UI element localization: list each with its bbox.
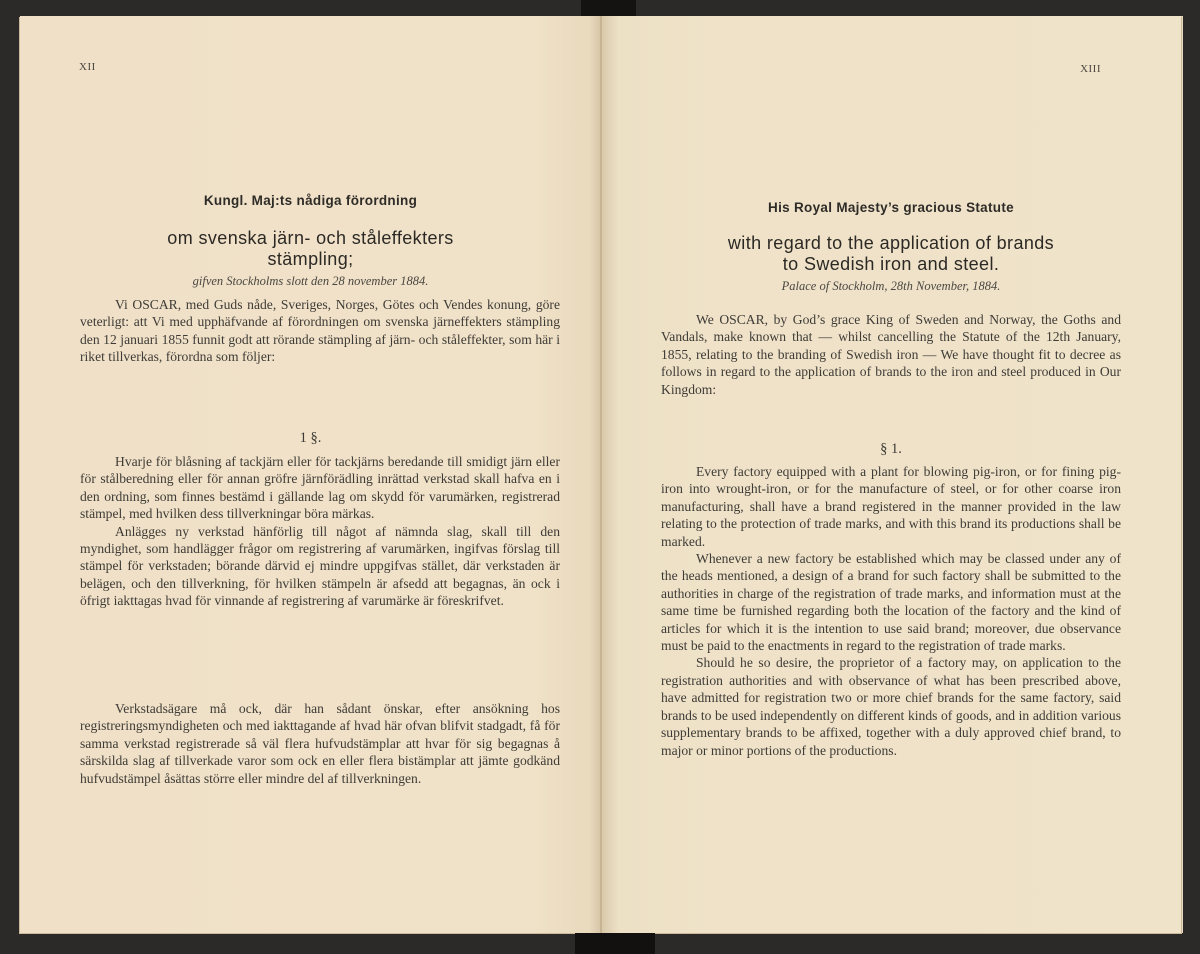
dateline: gifven Stockholms slott den 28 november 1884. bbox=[192, 274, 429, 288]
dateline: Palace of Stockholm, 28th November, 1884. bbox=[781, 279, 1001, 293]
heading-big-line-1: with regard to the application of brands bbox=[727, 233, 1055, 253]
preamble bbox=[661, 311, 1121, 398]
gutter-fold bbox=[600, 16, 602, 933]
left-page bbox=[20, 16, 601, 933]
page-number: XII bbox=[79, 61, 96, 73]
section-label: § 1. bbox=[880, 441, 902, 457]
section-body-continued bbox=[80, 700, 560, 787]
preamble-text: We OSCAR, by God’s grace King of Sweden and Norway, the Goths and Vandals, make known that — whilst cancelling the Statute of the 12th January, 1855, relating to the branding of Swedish iron — We have thought fit to decree as follows in regard to the application of brands to the iron and steel produced in Our Kingdom: bbox=[661, 312, 1121, 397]
heading-big-line-2: stämpling; bbox=[267, 249, 354, 269]
heading-big-line-2: to Swedish iron and steel. bbox=[782, 254, 1000, 274]
preamble-text: Vi OSCAR, med Guds nåde, Sveriges, Norges, Götes och Vendes konung, göre veterligt: att Vi med upphäfvande af förordningen om svenska järneffekters stämpling den 12 januari 1855 funnit godt att rörande stämpling af järn- och ståleffekter, som här i riket tillverkas, förordna som följer: bbox=[80, 297, 560, 365]
heading-small: His Royal Majesty’s gracious Statute bbox=[768, 200, 1014, 215]
section-body bbox=[80, 453, 560, 610]
paragraph: Verkstadsägare må ock, där han sådant önskar, efter ansökning hos registreringsmyndigheten och med iakttagande af hvad här ofvan blifvit stadgadt, få för samma verkstad registrerade så väl flera hufvudstämplar att hvar för sig begagnas å särskilda slag af tillverkade varor som ock en eller flera bistämplar att jämte godkänd hufvudstämpel åsättas större eller mindre del af tillverkningen. bbox=[80, 701, 560, 786]
paragraph: Should he so desire, the proprietor of a factory may, on application to the registration authorities and with observance of what has been prescribed above, have admitted for registration two or more chief brands for the same factory, said brands to be used independently on different kinds of goods, and in addition various supplementary brands to be affixed, together with a duly approved chief brand, to major or minor portions of the productions. bbox=[661, 655, 1121, 758]
paragraph: Every factory equipped with a plant for blowing pig-iron, or for fining pig-iron into wrought-iron, or for the manufacture of steel, or for other coarse iron manufacturing, shall have a brand registered in the manner provided in the law relating to the protection of trade marks, and with this brand its productions shall be marked. bbox=[661, 464, 1121, 549]
right-page bbox=[601, 16, 1181, 933]
page-number: XIII bbox=[1080, 63, 1101, 75]
paragraph: Anlägges ny verkstad hänförlig till något af nämnda slag, skall till den myndighet, som handlägger frågor om registrering af varumärken, ingifvas förslag till stämpel för verkstaden; börande därvid ej mindre uppgifvas stället, där verkstaden är belägen, och den tillverkning, för hvilken stämpeln är afsedd att begagnas, än ock i öfrigt iakttagas hvad för vinnande af registrering af varumärke är föreskrifvet. bbox=[80, 523, 560, 609]
preamble bbox=[80, 296, 560, 366]
section-label: 1 §. bbox=[299, 430, 322, 446]
book-spread bbox=[20, 16, 1181, 933]
gutter-shadow-top bbox=[581, 0, 636, 17]
paragraph: Whenever a new factory be established which may be classed under any of the heads mentioned, a design of a brand for such factory shall be submitted to the authorities in charge of the registration of trade marks, and information must at the same time be furnished regarding both the location of the factory and the kind of articles for which it is the intention to use said brand; moreover, due observance must be paid to the enactments in regard to the registration of trade marks. bbox=[661, 551, 1121, 654]
heading-small: Kungl. Maj:ts nådiga förordning bbox=[203, 193, 418, 208]
gutter-shadow-bottom bbox=[575, 933, 655, 954]
paragraph: Hvarje för blåsning af tackjärn eller för tackjärns beredande till smidigt järn eller för stålberedning eller för annan gröfre järnförädling inrättad verkstad skall hafva en i den ordning, som finnes bestämd i gällande lag om skydd för varumärken, registrerad stämpel, med hvilken dess tillverkningar böra märkas. bbox=[80, 454, 560, 522]
heading-big-line-1: om svenska järn- och ståleffekters bbox=[167, 228, 454, 248]
section-body bbox=[661, 463, 1121, 759]
